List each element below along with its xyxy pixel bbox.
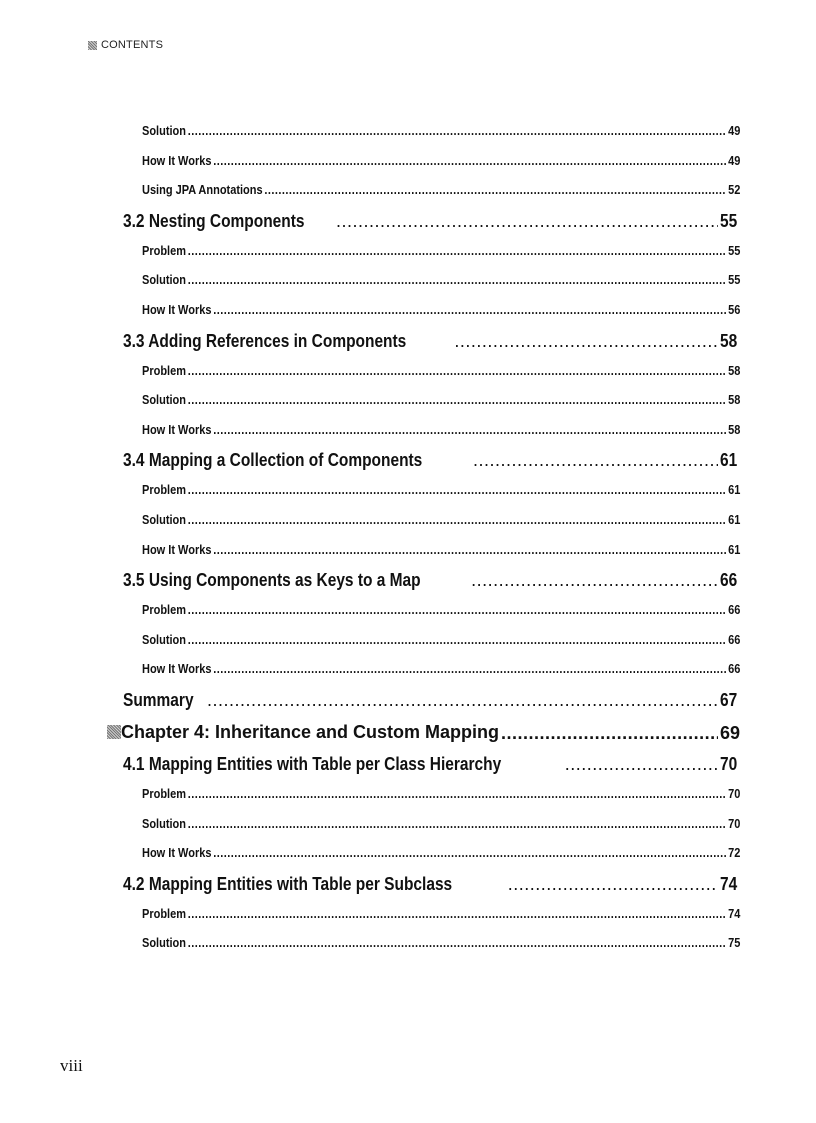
toc-entry-title: Solution: [142, 273, 186, 288]
toc-entry[interactable]: [142, 296, 740, 326]
toc-section-title: 3.3 Adding References in Components: [123, 330, 407, 351]
toc-entry-page: 55: [728, 243, 741, 258]
square-bullet-icon: [88, 41, 97, 50]
toc-entry[interactable]: [142, 147, 740, 177]
dot-leader: [213, 416, 726, 446]
dot-leader: [188, 117, 727, 147]
toc-section-page: 70: [719, 753, 738, 774]
dot-leader: [188, 476, 727, 506]
dot-leader: [473, 445, 718, 476]
dot-leader: [188, 386, 727, 416]
toc-section-title: 3.5 Using Components as Keys to a Map: [123, 570, 421, 591]
toc-section-page: 61: [719, 450, 738, 471]
toc-entry[interactable]: [142, 655, 740, 685]
toc-entry-page: 74: [728, 906, 741, 921]
toc-entry-page: 75: [728, 936, 741, 951]
toc-entry[interactable]: [142, 900, 740, 930]
toc-entry-title: Problem: [142, 363, 187, 378]
toc-section[interactable]: [123, 326, 740, 357]
toc-entry-title: Problem: [142, 603, 187, 618]
dot-leader: [508, 869, 718, 900]
toc-entry[interactable]: [142, 596, 740, 626]
toc-section-title: 4.1 Mapping Entities with Table per Class Hierarchy: [123, 753, 502, 774]
toc-entry-title: Solution: [142, 936, 186, 951]
dot-leader: [501, 717, 718, 750]
toc-entry-page: 49: [728, 124, 741, 138]
toc-entry-title: How It Works: [142, 662, 212, 677]
toc-entry-title: Solution: [142, 393, 186, 408]
toc-entry[interactable]: [142, 176, 740, 206]
dot-leader: [336, 206, 718, 237]
toc-entry[interactable]: [142, 506, 740, 536]
toc-entry[interactable]: [142, 237, 740, 267]
table-of-contents: [0, 117, 816, 959]
toc-entry[interactable]: [142, 626, 740, 656]
running-head: [88, 39, 163, 51]
toc-entry-page: 66: [728, 603, 741, 618]
toc-entry-title: Using JPA Annotations: [142, 183, 263, 198]
toc-entry[interactable]: [142, 536, 740, 566]
toc-entry-title: How It Works: [142, 846, 212, 861]
toc-entry-page: 61: [728, 483, 741, 498]
dot-leader: [188, 929, 727, 959]
toc-entry[interactable]: [142, 810, 740, 840]
dot-leader: [213, 839, 726, 869]
toc-chapter-title: [107, 716, 499, 749]
toc-entry-title: Problem: [142, 906, 187, 921]
toc-section-title: 4.2 Mapping Entities with Table per Subclass: [123, 873, 453, 894]
toc-entry-title: How It Works: [142, 422, 212, 437]
dot-leader: [213, 655, 726, 685]
dot-leader: [188, 810, 727, 840]
dot-leader: [213, 536, 726, 566]
dot-leader: [454, 326, 718, 357]
toc-entry-title: How It Works: [142, 302, 212, 317]
toc-entry-page: 49: [728, 153, 741, 168]
toc-entry[interactable]: [142, 357, 740, 387]
toc-entry-title: Problem: [142, 786, 187, 801]
toc-section[interactable]: [123, 749, 740, 780]
toc-entry-page: 56: [728, 302, 741, 317]
dot-leader: [471, 565, 718, 596]
toc-entry-page: 58: [728, 393, 741, 408]
dot-leader: [188, 506, 727, 536]
page-number: viii: [60, 1056, 83, 1075]
toc-chapter-text: Chapter 4: Inheritance and Custom Mapping: [121, 721, 500, 742]
dot-leader: [213, 147, 726, 177]
toc-entry-page: 72: [728, 846, 741, 861]
toc-entry[interactable]: [142, 839, 740, 869]
dot-leader: [207, 685, 718, 716]
toc-entry-title: How It Works: [142, 542, 212, 557]
toc-entry-page: 61: [728, 542, 741, 557]
toc-entry-title: Problem: [142, 243, 187, 258]
dot-leader: [213, 296, 726, 326]
dot-leader: [188, 626, 727, 656]
toc-section-page: 58: [719, 330, 738, 351]
toc-entry-page: 66: [728, 662, 741, 677]
toc-section-page: 67: [719, 689, 738, 710]
dot-leader: [188, 596, 727, 626]
toc-section[interactable]: [123, 565, 740, 596]
toc-section-title: Summary: [123, 689, 194, 710]
toc-entry[interactable]: [142, 929, 740, 959]
dot-leader: [188, 357, 727, 387]
toc-section-page: 74: [719, 873, 738, 894]
toc-entry-title: Solution: [142, 512, 186, 527]
toc-entry-page: 58: [728, 422, 741, 437]
dot-leader: [188, 237, 727, 267]
toc-chapter-page: 69: [719, 723, 740, 744]
toc-section[interactable]: [123, 869, 740, 900]
toc-entry-title: Solution: [142, 632, 186, 647]
toc-chapter[interactable]: [107, 716, 740, 749]
toc-entry-title: How It Works: [142, 153, 212, 168]
toc-section-page: 66: [719, 570, 738, 591]
toc-section-title: 3.2 Nesting Components: [123, 210, 305, 231]
toc-entry-title: Solution: [142, 124, 186, 138]
toc-entry-page: 70: [728, 786, 741, 801]
toc-entry[interactable]: [142, 117, 740, 147]
toc-entry[interactable]: [142, 266, 740, 296]
toc-section-page: 55: [719, 210, 738, 231]
toc-entry-page: 66: [728, 632, 741, 647]
toc-entry[interactable]: [142, 476, 740, 506]
toc-entry[interactable]: [142, 780, 740, 810]
dot-leader: [264, 176, 726, 206]
dot-leader: [188, 780, 727, 810]
dot-leader: [565, 749, 718, 780]
dot-leader: [188, 900, 727, 930]
toc-entry-page: 58: [728, 363, 741, 378]
toc-entry[interactable]: [142, 416, 740, 446]
toc-entry-title: Problem: [142, 483, 187, 498]
toc-entry[interactable]: [142, 386, 740, 416]
toc-entry-page: 55: [728, 273, 741, 288]
toc-entry-page: 52: [728, 183, 741, 198]
dot-leader: [188, 266, 727, 296]
square-bullet-icon: [107, 725, 121, 739]
toc-section[interactable]: [123, 206, 740, 237]
toc-section[interactable]: [123, 685, 740, 716]
toc-entry-page: 70: [728, 816, 741, 831]
toc-section-title: 3.4 Mapping a Collection of Components: [123, 450, 423, 471]
toc-entry-title: Solution: [142, 816, 186, 831]
toc-entry-page: 61: [728, 512, 741, 527]
toc-section[interactable]: [123, 445, 740, 476]
running-head-text: CONTENTS: [101, 39, 164, 51]
